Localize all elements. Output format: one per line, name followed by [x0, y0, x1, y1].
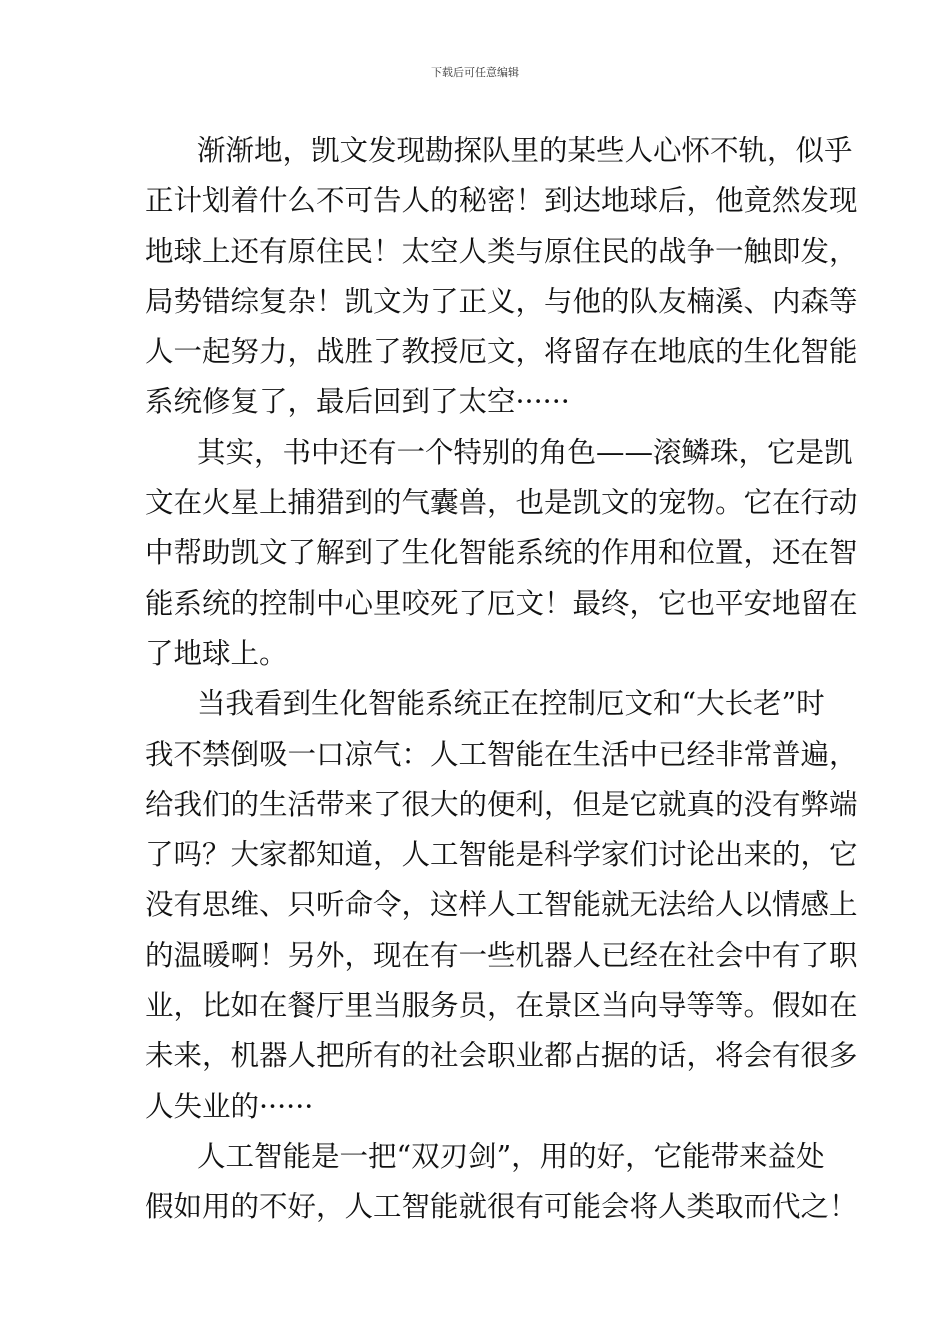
text-line: 人一起努力，战胜了教授厄文，将留存在地底的生化智能: [145, 335, 858, 369]
text-line: 人工智能是一把“双刃剑”，用的好，它能带来益处: [197, 1139, 825, 1173]
page-header: 下载后可任意编辑: [431, 66, 519, 79]
text-line: 了地球上。: [145, 636, 288, 670]
text-line: 能系统的控制中心里咬死了厄文！最终，它也平安地留在: [145, 586, 858, 620]
text-line: 当我看到生化智能系统正在控制厄文和“大长老”时: [197, 687, 825, 721]
paragraph: [145, 428, 858, 679]
document-body: [145, 126, 858, 1233]
text-line: 给我们的生活带来了很大的便利，但是它就真的没有弊端: [145, 787, 858, 821]
text-line: 地球上还有原住民！太空人类与原住民的战争一触即发，: [145, 234, 858, 268]
paragraph: [145, 679, 858, 1132]
text-line: 的温暖啊！另外，现在有一些机器人已经在社会中有了职: [145, 938, 858, 972]
text-line: 假如用的不好，人工智能就很有可能会将人类取而代之！: [145, 1190, 858, 1224]
text-line: 其实，书中还有一个特别的角色——滚鳞珠，它是凯: [197, 435, 853, 469]
paragraph: [145, 126, 858, 428]
text-line: 了吗？大家都知道，人工智能是科学家们讨论出来的，它: [145, 838, 858, 872]
text-line: 渐渐地，凯文发现勘探队里的某些人心怀不轨，似乎: [197, 134, 853, 167]
paragraph: [145, 1132, 858, 1233]
text-line: 人失业的······: [145, 1089, 314, 1123]
text-line: 没有思维、只听命令，这样人工智能就无法给人以情感上: [145, 888, 858, 922]
text-line: 我不禁倒吸一口凉气：人工智能在生活中已经非常普遍，: [145, 737, 858, 771]
text-line: 业，比如在餐厅里当服务员，在景区当向导等等。假如在: [145, 989, 858, 1023]
text-line: 中帮助凯文了解到了生化智能系统的作用和位置，还在智: [145, 536, 858, 570]
text-line: 系统修复了，最后回到了太空······: [145, 385, 570, 419]
text-line: 正计划着什么不可告人的秘密！到达地球后，他竟然发现: [145, 184, 858, 218]
text-line: 文在火星上捕猎到的气囊兽，也是凯文的宠物。它在行动: [145, 486, 858, 520]
text-line: 局势错综复杂！凯文为了正义，与他的队友楠溪、内森等: [145, 284, 858, 318]
text-line: 未来，机器人把所有的社会职业都占据的话，将会有很多: [145, 1039, 858, 1073]
